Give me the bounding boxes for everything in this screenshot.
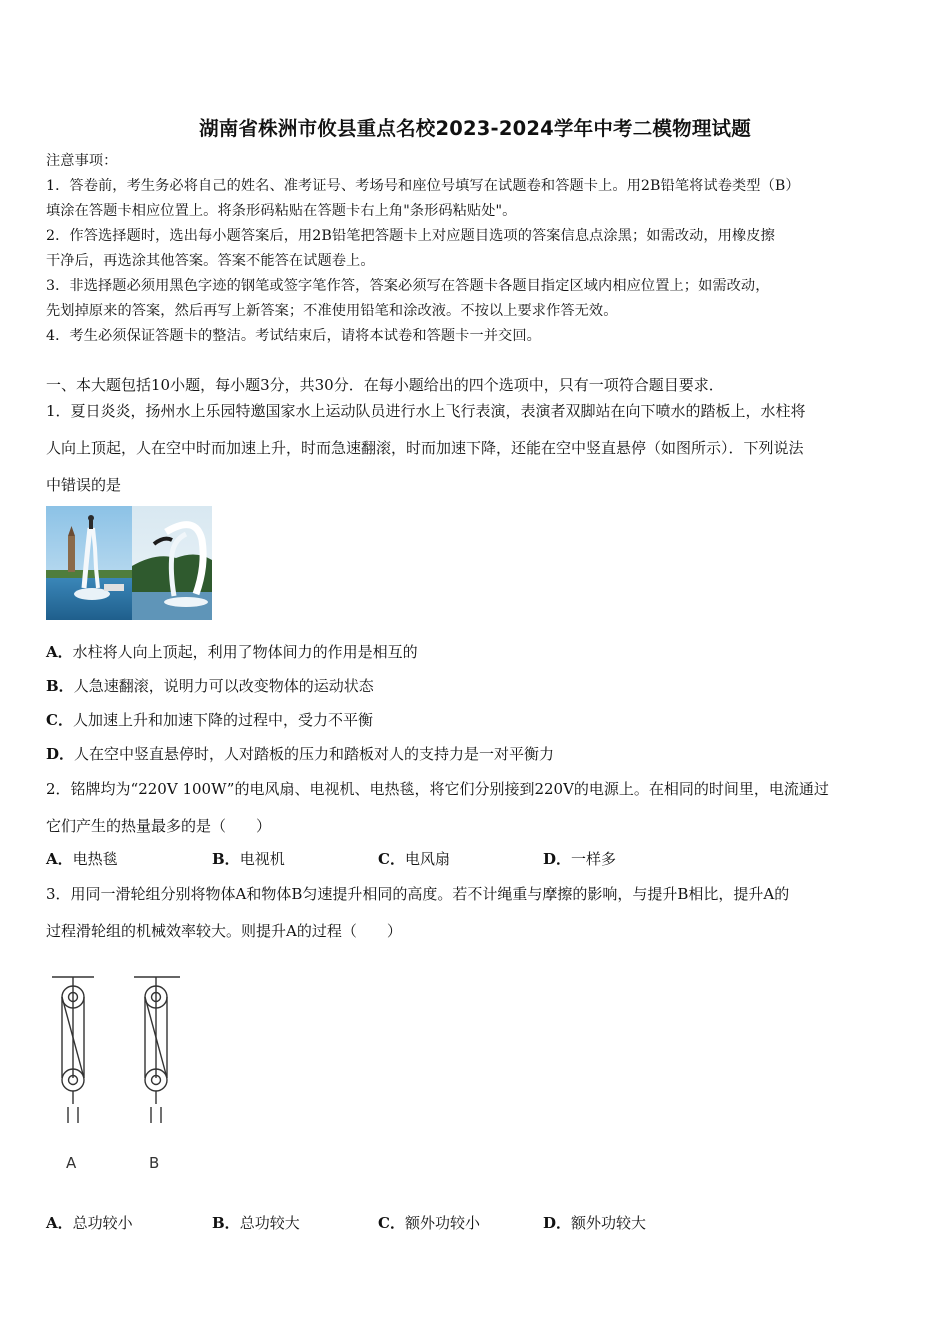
q1-option-b[interactable]: B．人急速翻滚，说明力可以改变物体的运动状态 — [46, 677, 374, 695]
q1-option-c[interactable]: C．人加速上升和加速下降的过程中，受力不平衡 — [46, 711, 373, 729]
notice-heading: 注意事项： — [46, 153, 118, 169]
notice-line: 2．作答选择题时，选出每小题答案后，用2B铅笔把答题卡上对应题目选项的答案信息点涂黑；如需改动，用橡皮擦 — [46, 228, 775, 244]
pulley-diagram — [48, 970, 188, 1180]
water-flyboard-photo — [46, 506, 212, 620]
q2-stem-line: 2．铭牌均为“220V 100W”的电风扇、电视机、电热毯，将它们分别接到220V的电源上。在相同的时间里，电流通过 — [46, 780, 829, 798]
q2-option-c[interactable]: C．电风扇 — [378, 850, 450, 868]
q1-stem-line: 中错误的是 — [46, 476, 122, 494]
notice-line: 先划掉原来的答案，然后再写上新答案；不准使用铅笔和涂改液。不按以上要求作答无效。 — [46, 303, 618, 319]
q2-stem-line: 它们产生的热量最多的是（ ） — [46, 817, 272, 835]
q3-option-b[interactable]: B．总功较大 — [212, 1214, 300, 1232]
q3-stem-line: 过程滑轮组的机械效率较大。则提升A的过程（ ） — [46, 922, 402, 940]
notice-line: 干净后，再选涂其他答案。答案不能答在试题卷上。 — [46, 253, 375, 269]
notice-line: 3．非选择题必须用黑色字迹的钢笔或签字笔作答，答案必须写在答题卡各题目指定区域内相应位置上；如需改动， — [46, 278, 770, 294]
notice-line: 填涂在答题卡相应位置上。将条形码粘贴在答题卡右上角"条形码粘贴处"。 — [46, 203, 517, 219]
q3-option-c[interactable]: C．额外功较小 — [378, 1214, 480, 1232]
page-title: 湖南省株洲市攸县重点名校2023-2024学年中考二模物理试题 — [199, 117, 751, 140]
q2-option-a[interactable]: A．电热毯 — [46, 850, 118, 868]
q1-stem-line: 1．夏日炎炎，扬州水上乐园特邀国家水上运动队员进行水上飞行表演，表演者双脚站在向下喷水的踏板上，水柱将 — [46, 402, 806, 420]
q3-option-a[interactable]: A．总功较小 — [46, 1214, 133, 1232]
q3-option-d[interactable]: D．额外功较大 — [543, 1214, 647, 1232]
figure-label-b: B — [149, 1154, 160, 1172]
notice-line: 1．答卷前，考生务必将自己的姓名、准考证号、考场号和座位号填写在试题卷和答题卡上。用2B铅笔将试卷类型（B） — [46, 178, 800, 194]
q1-option-d[interactable]: D．人在空中竖直悬停时，人对踏板的压力和踏板对人的支持力是一对平衡力 — [46, 745, 555, 763]
q2-option-b[interactable]: B．电视机 — [212, 850, 285, 868]
notice-line: 4．考生必须保证答题卡的整洁。考试结束后，请将本试卷和答题卡一并交回。 — [46, 328, 541, 344]
q1-stem-line: 人向上顶起，人在空中时而加速上升，时而急速翻滚，时而加速下降，还能在空中竖直悬停（如图所示）．下列说法 — [46, 439, 804, 457]
section-heading: 一、本大题包括10小题，每小题3分，共30分．在每小题给出的四个选项中，只有一项符合题目要求． — [46, 376, 724, 394]
q1-option-a[interactable]: A．水柱将人向上顶起，利用了物体间力的作用是相互的 — [46, 643, 418, 661]
q2-option-d[interactable]: D．一样多 — [543, 850, 617, 868]
q3-stem-line: 3．用同一滑轮组分别将物体A和物体B匀速提升相同的高度。若不计绳重与摩擦的影响，与提升B相比，提升A的 — [46, 885, 790, 903]
figure-label-a: A — [66, 1154, 77, 1172]
